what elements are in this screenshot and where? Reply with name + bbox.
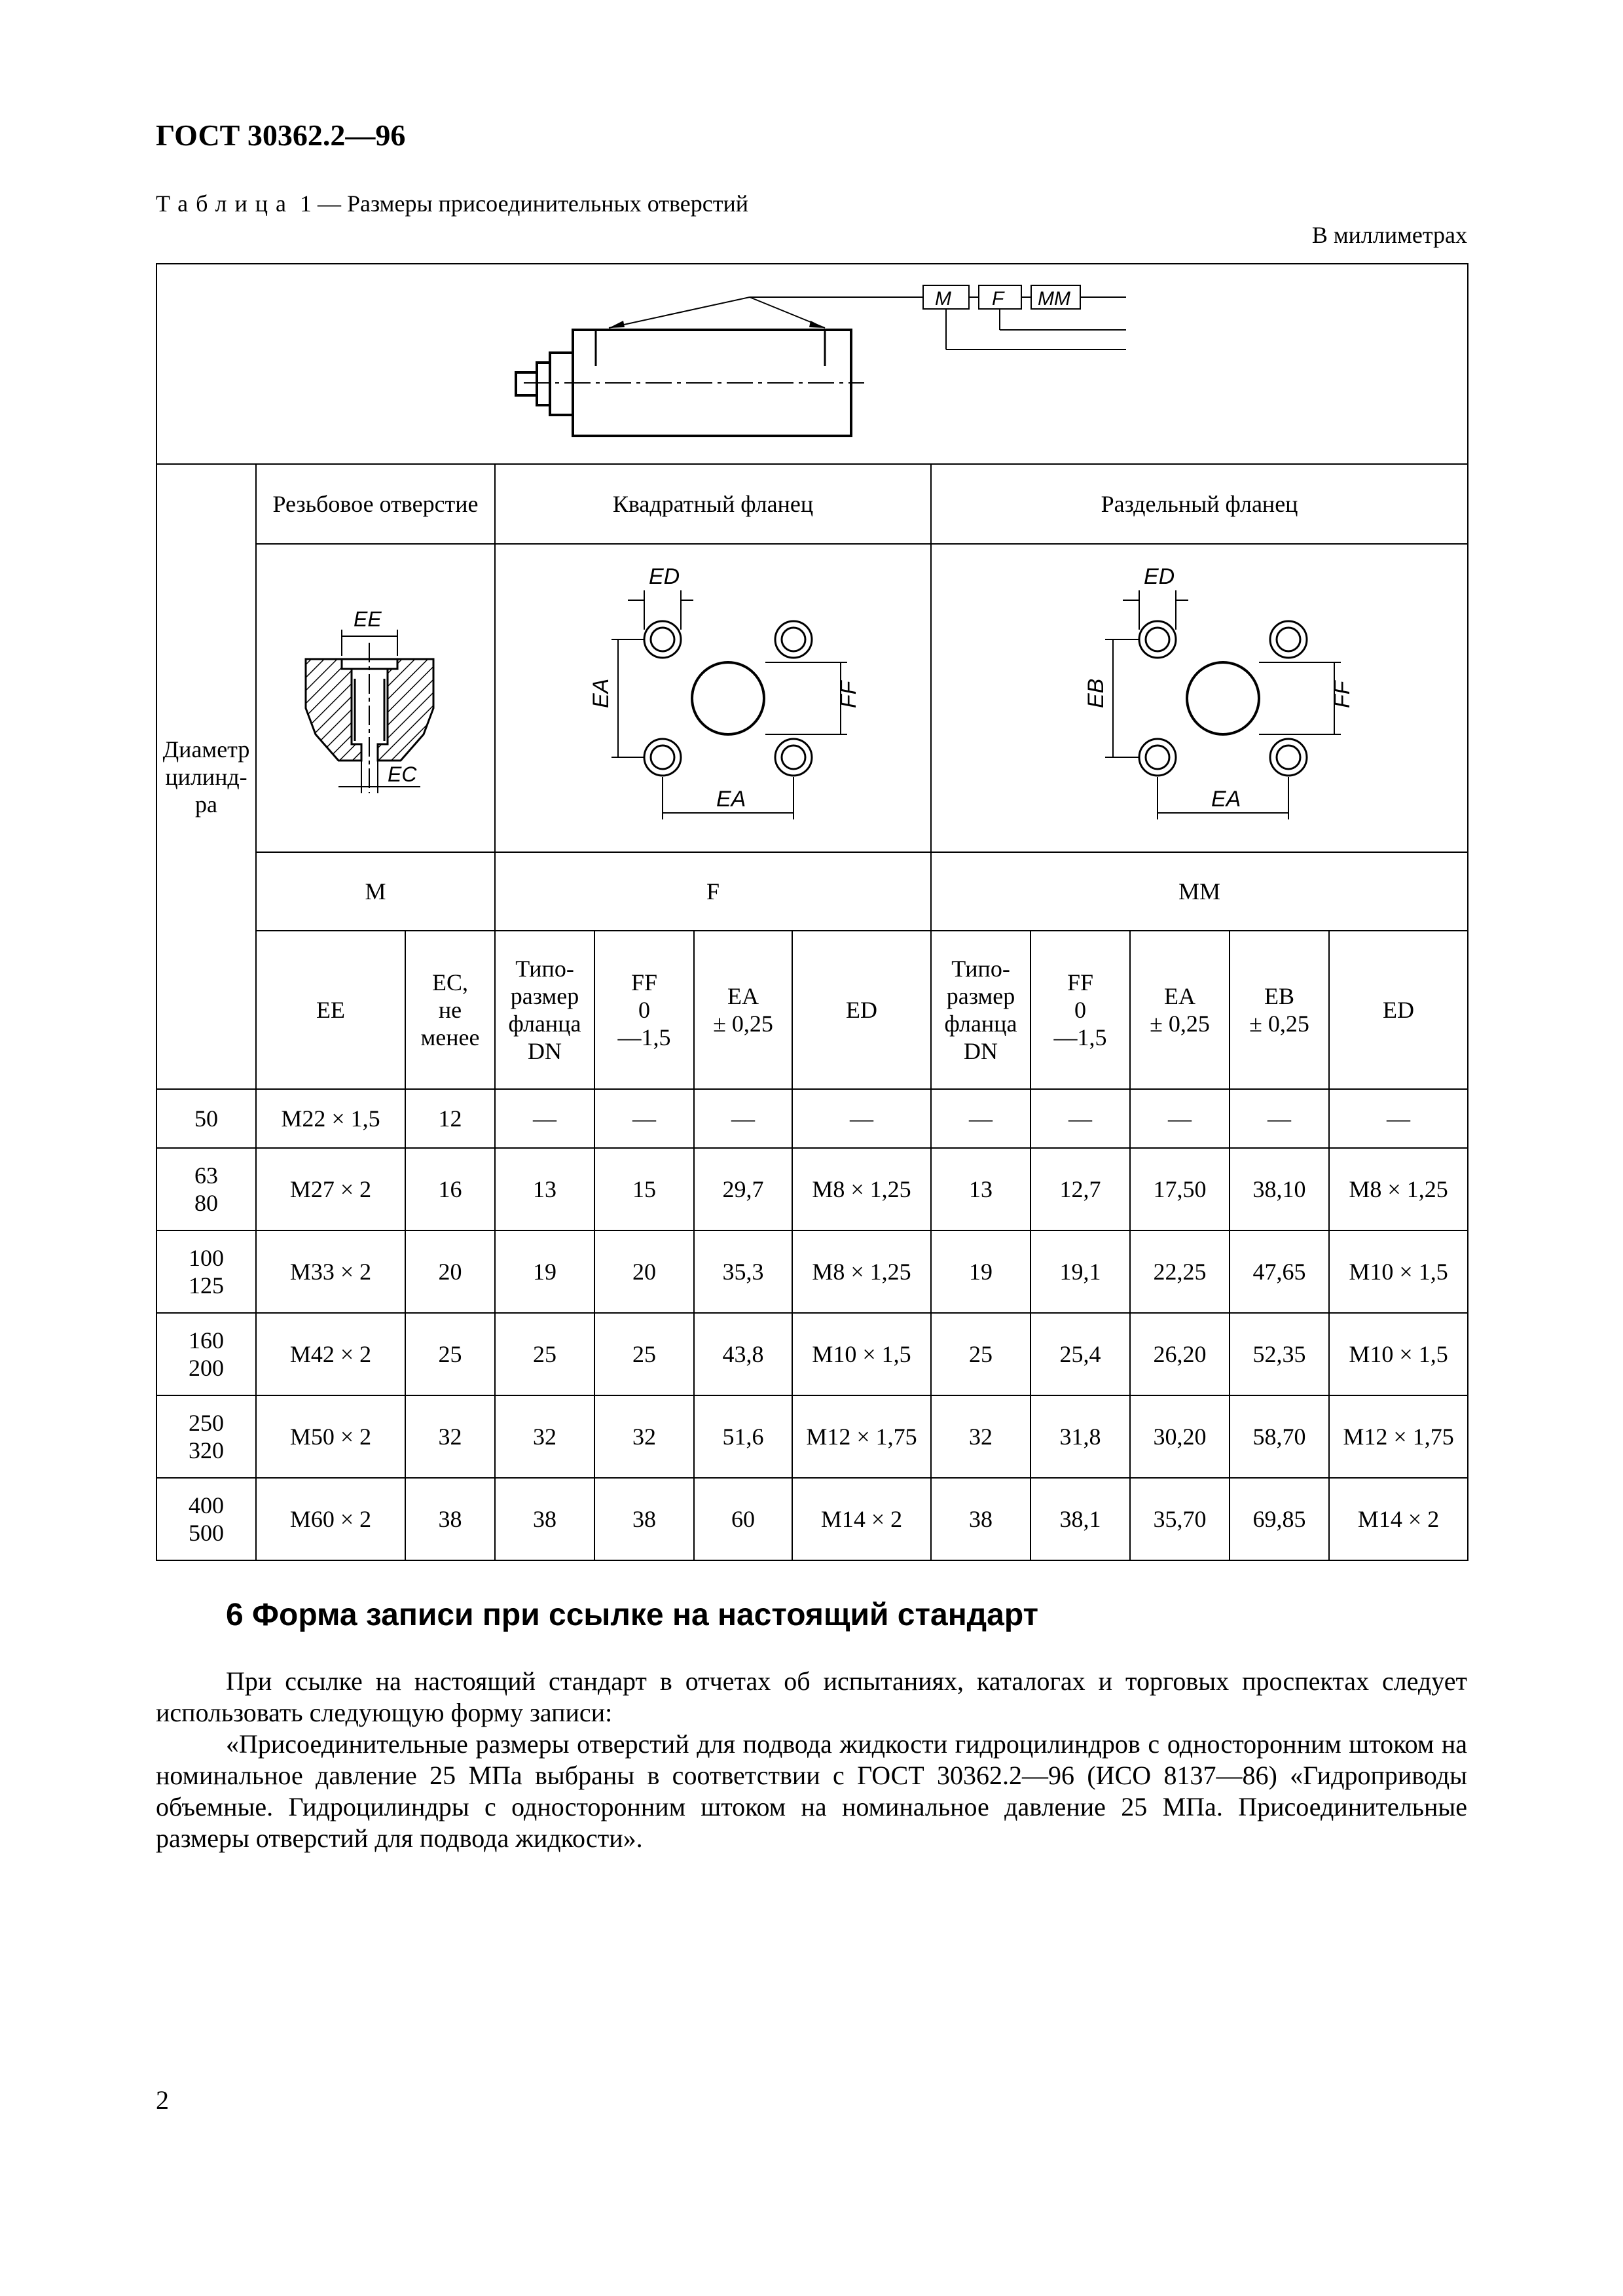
cell-dn-split: 38	[931, 1478, 1030, 1560]
cell-ea-split: 35,70	[1130, 1478, 1230, 1560]
split-flange-sketch	[932, 545, 1468, 846]
cell-ec: 32	[405, 1395, 495, 1478]
sketch-label-ec: EC	[388, 762, 417, 786]
diagram-label-m: M	[935, 288, 951, 310]
param-eb-split: EB ± 0,25	[1230, 931, 1329, 1089]
cell-ff-split: —	[1030, 1089, 1130, 1148]
cell-ea-square: —	[694, 1089, 792, 1148]
cell-dn-square: 19	[495, 1230, 594, 1313]
cell-ed-split: M12 × 1,75	[1329, 1395, 1468, 1478]
param-ea-split: EA ± 0,25	[1130, 931, 1230, 1089]
cell-ee: M42 × 2	[256, 1313, 405, 1395]
cell-diameter: 400 500	[156, 1478, 256, 1560]
sketch-label-ea: EA	[1211, 787, 1241, 812]
sketch-label-ff: FF	[836, 681, 861, 708]
cell-ee: M60 × 2	[256, 1478, 405, 1560]
cell-ed-split: M10 × 1,5	[1329, 1230, 1468, 1313]
cell-eb-split: 69,85	[1230, 1478, 1329, 1560]
code-mm: MM	[931, 852, 1468, 931]
cell-ff-square: —	[594, 1089, 694, 1148]
cell-ea-square: 51,6	[694, 1395, 792, 1478]
cell-ea-square: 35,3	[694, 1230, 792, 1313]
document-code: ГОСТ 30362.2—96	[156, 118, 406, 152]
cell-ea-square: 29,7	[694, 1148, 792, 1230]
cell-ed-split: M14 × 2	[1329, 1478, 1468, 1560]
sketch-label-eb: EB	[1084, 678, 1108, 708]
cell-diameter: 100 125	[156, 1230, 256, 1313]
cell-ee: M33 × 2	[256, 1230, 405, 1313]
sketch-label-ed: ED	[1144, 564, 1175, 589]
cell-ed-square: M14 × 2	[792, 1478, 931, 1560]
cell-ff-split: 25,4	[1030, 1313, 1130, 1395]
sketch-label-ea: EA	[716, 787, 746, 812]
paragraph-intro: При ссылке на настоящий стандарт в отчетах об испытаниях, каталогах и торговых проспектах следует использовать следующую форму записи:	[156, 1666, 1467, 1727]
cell-ff-square: 15	[594, 1148, 694, 1230]
paragraph-citation: «Присоединительные размеры отверстий для подвода жидкости гидроцилиндров с односторонним штоком на номинальное давление 25 МПа выбраны в соответствии с ГОСТ 30362.2—96 (ИСО 8137—86) «Гидроприводы объемные. Гидроцилиндры с односторонним штоком на номинальное давление 25 МПа. Присоединительные размеры отверстий для подвода жидкости».	[156, 1729, 1467, 1853]
param-ff-square: FF 0 —1,5	[594, 931, 694, 1089]
section-heading: 6 Форма записи при ссылке на настоящий стандарт	[226, 1598, 1039, 1632]
cell-diameter: 250 320	[156, 1395, 256, 1478]
cell-ee: M22 × 1,5	[256, 1089, 405, 1148]
table-row	[156, 1089, 1468, 1148]
cell-dn-split: 19	[931, 1230, 1030, 1313]
table-row	[156, 1230, 1468, 1313]
cell-ec: 20	[405, 1230, 495, 1313]
flange-port	[1187, 662, 1259, 734]
param-ee: EE	[256, 931, 405, 1089]
cell-ff-split: 12,7	[1030, 1148, 1130, 1230]
cell-ff-square: 20	[594, 1230, 694, 1313]
cell-dn-split: 25	[931, 1313, 1030, 1395]
threaded-port-sketch	[257, 545, 496, 846]
units-note: В миллиметрах	[1311, 222, 1467, 248]
cell-ed-square: —	[792, 1089, 931, 1148]
param-dn-split: Типо- размер фланца DN	[931, 931, 1030, 1089]
port-dimensions-table	[156, 263, 1468, 1561]
cell-ec: 12	[405, 1089, 495, 1148]
cell-ea-split: 26,20	[1130, 1313, 1230, 1395]
cylinder-diagram	[157, 264, 1468, 457]
param-ea-square: EA ± 0,25	[694, 931, 792, 1089]
cell-dn-split: —	[931, 1089, 1030, 1148]
cell-ff-split: 19,1	[1030, 1230, 1130, 1313]
sketch-label-ed: ED	[649, 564, 680, 589]
cell-ea-split: 22,25	[1130, 1230, 1230, 1313]
header-split-flange: Раздельный фланец	[931, 464, 1468, 544]
cell-ed-split: —	[1329, 1089, 1468, 1148]
cell-ea-square: 60	[694, 1478, 792, 1560]
cell-dn-square: 32	[495, 1395, 594, 1478]
cell-dn-square: —	[495, 1089, 594, 1148]
table-row	[156, 1148, 1468, 1230]
dimension-arrow	[809, 321, 825, 328]
split-flange-sketch-cell	[931, 544, 1468, 852]
cell-dn-split: 32	[931, 1395, 1030, 1478]
sketch-label-ee: EE	[354, 607, 382, 631]
cell-dn-square: 13	[495, 1148, 594, 1230]
diagram-label-mm: MM	[1038, 288, 1070, 310]
cell-ec: 16	[405, 1148, 495, 1230]
cell-ea-split: —	[1130, 1089, 1230, 1148]
dimension-arrow	[609, 321, 625, 328]
cell-ed-square: M12 × 1,75	[792, 1395, 931, 1478]
table-row	[156, 1395, 1468, 1478]
cell-eb-split: —	[1230, 1089, 1329, 1148]
param-ff-split: FF 0 —1,5	[1030, 931, 1130, 1089]
cell-ff-square: 38	[594, 1478, 694, 1560]
sketch-label-ea-vertical: EA	[589, 678, 613, 708]
cell-diameter: 160 200	[156, 1313, 256, 1395]
param-ec: EC, не менее	[405, 931, 495, 1089]
cell-ea-split: 30,20	[1130, 1395, 1230, 1478]
cell-eb-split: 38,10	[1230, 1148, 1329, 1230]
cell-ed-square: M10 × 1,5	[792, 1313, 931, 1395]
cell-ff-split: 38,1	[1030, 1478, 1130, 1560]
cell-ec: 38	[405, 1478, 495, 1560]
header-threaded-port: Резьбовое отверстие	[256, 464, 495, 544]
diagram-label-f: F	[992, 288, 1004, 310]
table-row	[156, 1478, 1468, 1560]
cell-eb-split: 47,65	[1230, 1230, 1329, 1313]
table-row	[156, 1313, 1468, 1395]
square-flange-sketch	[497, 545, 929, 846]
threaded-port-sketch-cell	[256, 544, 495, 852]
table-caption	[156, 190, 748, 217]
param-ed-square: ED	[792, 931, 931, 1089]
param-ed-split: ED	[1329, 931, 1468, 1089]
cell-ff-square: 32	[594, 1395, 694, 1478]
cell-ed-square: M8 × 1,25	[792, 1148, 931, 1230]
code-f: F	[495, 852, 931, 931]
cell-ed-split: M8 × 1,25	[1329, 1148, 1468, 1230]
cell-ee: M50 × 2	[256, 1395, 405, 1478]
sketch-label-ff: FF	[1330, 681, 1355, 708]
table-caption-text: 1 — Размеры присоединительных отверстий	[293, 190, 749, 217]
cell-ea-square: 43,8	[694, 1313, 792, 1395]
cell-ea-split: 17,50	[1130, 1148, 1230, 1230]
cell-ed-square: M8 × 1,25	[792, 1230, 931, 1313]
cell-ff-square: 25	[594, 1313, 694, 1395]
flange-port	[692, 662, 764, 734]
cell-diameter: 50	[156, 1089, 256, 1148]
cell-eb-split: 52,35	[1230, 1313, 1329, 1395]
cell-diameter: 63 80	[156, 1148, 256, 1230]
param-dn-square: Типо- размер фланца DN	[495, 931, 594, 1089]
cylinder-diagram-cell	[156, 264, 1468, 464]
header-square-flange: Квадратный фланец	[495, 464, 931, 544]
cell-ff-split: 31,8	[1030, 1395, 1130, 1478]
cell-dn-split: 13	[931, 1148, 1030, 1230]
square-flange-sketch-cell	[495, 544, 931, 852]
cell-dn-square: 25	[495, 1313, 594, 1395]
cell-ec: 25	[405, 1313, 495, 1395]
header-cylinder-diameter: Диаметр цилинд- ра	[156, 464, 256, 1089]
page-number: 2	[156, 2085, 169, 2115]
table-caption-label: Таблица	[156, 190, 294, 217]
cylinder-head	[550, 353, 573, 415]
cell-dn-square: 38	[495, 1478, 594, 1560]
piston-rod	[516, 372, 537, 395]
code-m: M	[256, 852, 495, 931]
cell-ee: M27 × 2	[256, 1148, 405, 1230]
cell-ed-split: M10 × 1,5	[1329, 1313, 1468, 1395]
cell-eb-split: 58,70	[1230, 1395, 1329, 1478]
